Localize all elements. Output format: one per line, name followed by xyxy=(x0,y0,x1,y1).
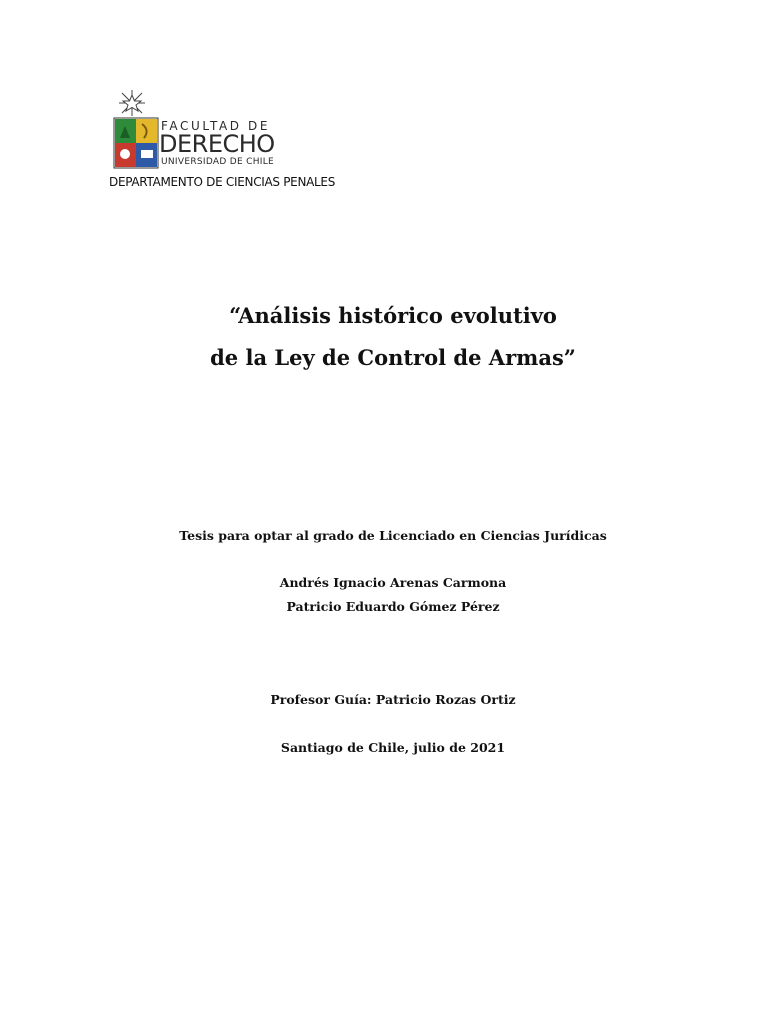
logo-line-faculty: FACULTAD DE xyxy=(161,119,271,133)
logo-line-university: UNIVERSIDAD DE CHILE xyxy=(161,157,275,167)
author-2: Patricio Eduardo Gómez Pérez xyxy=(286,599,500,614)
university-crest-icon xyxy=(112,86,160,170)
department-name: DEPARTAMENTO DE CIENCIAS PENALES xyxy=(109,175,336,189)
star-icon xyxy=(119,90,145,116)
place-and-date: Santiago de Chile, julio de 2021 xyxy=(280,740,506,755)
logo-line-derecho: DERECHO xyxy=(159,130,275,158)
thesis-title-line-1: “Análisis histórico evolutivo xyxy=(229,303,557,328)
degree-statement: Tesis para optar al grado de Licenciado en Ciencias Jurídicas xyxy=(179,528,607,543)
faculty-logo xyxy=(112,86,297,170)
author-1: Andrés Ignacio Arenas Carmona xyxy=(279,575,507,590)
thesis-title-line-2: de la Ley de Control de Armas” xyxy=(210,345,576,370)
advisor: Profesor Guía: Patricio Rozas Ortiz xyxy=(270,692,516,707)
